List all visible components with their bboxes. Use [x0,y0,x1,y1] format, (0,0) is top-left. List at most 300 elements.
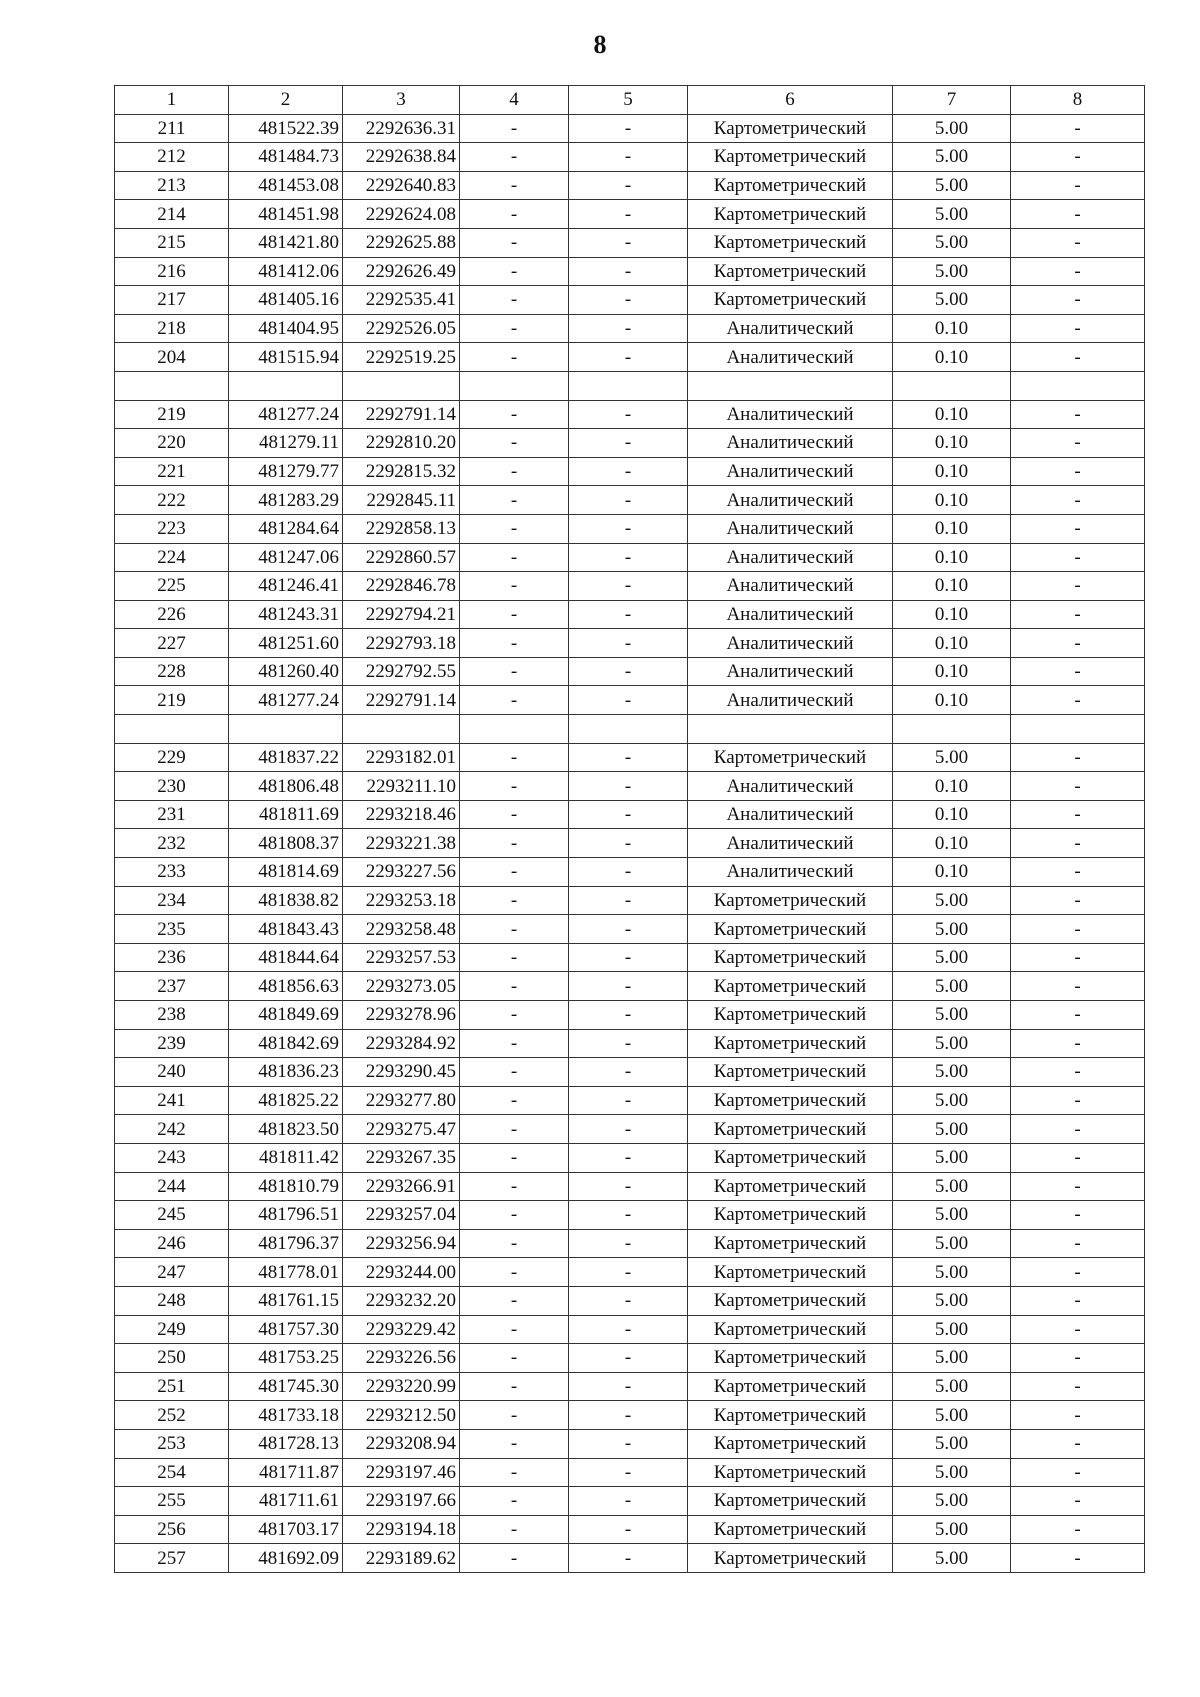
cell-col-4-value: - [460,1029,569,1058]
cell-col-4-value [460,371,569,400]
cell-y-coordinate: 2293257.04 [343,1201,460,1230]
cell-col-5-value: - [569,1487,688,1516]
table-row [115,657,1145,686]
cell-col-8-value: - [1011,629,1145,658]
table-row [115,286,1145,315]
cell-x-coordinate: 481405.16 [229,286,343,315]
cell-x-coordinate: 481453.08 [229,171,343,200]
cell-accuracy: 0.10 [893,572,1011,601]
cell-col-8-value: - [1011,228,1145,257]
cell-col-8-value: - [1011,171,1145,200]
cell-point-number: 228 [115,657,229,686]
cell-method: Картометрический [688,1458,893,1487]
cell-method: Картометрический [688,286,893,315]
table-row [115,257,1145,286]
cell-col-5-value: - [569,171,688,200]
cell-col-8-value: - [1011,1429,1145,1458]
cell-accuracy: 0.10 [893,858,1011,887]
cell-col-8-value: - [1011,858,1145,887]
cell-x-coordinate: 481844.64 [229,943,343,972]
cell-col-8-value: - [1011,1058,1145,1087]
cell-accuracy: 5.00 [893,1172,1011,1201]
cell-point-number: 253 [115,1429,229,1458]
cell-y-coordinate: 2292519.25 [343,343,460,372]
table-row [115,629,1145,658]
cell-col-8-value: - [1011,114,1145,143]
cell-point-number: 240 [115,1058,229,1087]
cell-col-5-value: - [569,943,688,972]
cell-y-coordinate: 2293182.01 [343,743,460,772]
cell-x-coordinate: 481246.41 [229,572,343,601]
table-row [115,343,1145,372]
cell-col-5-value: - [569,886,688,915]
cell-method: Картометрический [688,1001,893,1030]
cell-x-coordinate: 481745.30 [229,1372,343,1401]
cell-y-coordinate: 2292626.49 [343,257,460,286]
cell-method: Аналитический [688,600,893,629]
cell-accuracy: 0.10 [893,829,1011,858]
cell-accuracy: 5.00 [893,228,1011,257]
cell-col-8-value: - [1011,429,1145,458]
cell-accuracy: 5.00 [893,915,1011,944]
cell-y-coordinate: 2292791.14 [343,400,460,429]
cell-col-4-value: - [460,1315,569,1344]
coordinates-table [114,85,1145,1573]
cell-point-number: 252 [115,1401,229,1430]
cell-col-5-value: - [569,114,688,143]
table-row [115,1058,1145,1087]
table-row [115,143,1145,172]
table-row [115,943,1145,972]
cell-x-coordinate: 481251.60 [229,629,343,658]
cell-col-4-value: - [460,915,569,944]
cell-method: Аналитический [688,343,893,372]
cell-method: Картометрический [688,1115,893,1144]
cell-col-4-value: - [460,343,569,372]
cell-point-number: 218 [115,314,229,343]
cell-y-coordinate: 2293221.38 [343,829,460,858]
cell-x-coordinate: 481421.80 [229,228,343,257]
cell-col-4-value: - [460,1515,569,1544]
cell-method: Картометрический [688,1372,893,1401]
cell-point-number: 243 [115,1143,229,1172]
cell-col-4-value: - [460,600,569,629]
cell-accuracy: 0.10 [893,400,1011,429]
cell-col-5-value: - [569,1544,688,1573]
cell-col-4-value: - [460,629,569,658]
table-row [115,1115,1145,1144]
table-row [115,972,1145,1001]
cell-col-4-value: - [460,657,569,686]
cell-method: Картометрический [688,1515,893,1544]
cell-method: Картометрический [688,972,893,1001]
cell-y-coordinate: 2293266.91 [343,1172,460,1201]
table-row [115,228,1145,257]
cell-col-5-value: - [569,200,688,229]
cell-col-8-value: - [1011,1286,1145,1315]
cell-y-coordinate: 2292793.18 [343,629,460,658]
cell-y-coordinate: 2293226.56 [343,1344,460,1373]
cell-point-number: 234 [115,886,229,915]
cell-col-4-value: - [460,1086,569,1115]
cell-col-5-value: - [569,1344,688,1373]
table-row [115,171,1145,200]
cell-method: Картометрический [688,1315,893,1344]
cell-y-coordinate: 2292624.08 [343,200,460,229]
cell-x-coordinate [229,715,343,744]
cell-x-coordinate: 481522.39 [229,114,343,143]
cell-x-coordinate: 481484.73 [229,143,343,172]
cell-col-8-value: - [1011,886,1145,915]
cell-col-8-value: - [1011,600,1145,629]
table-row [115,858,1145,887]
cell-accuracy: 5.00 [893,1058,1011,1087]
cell-x-coordinate: 481842.69 [229,1029,343,1058]
cell-method [688,371,893,400]
cell-y-coordinate: 2292858.13 [343,514,460,543]
cell-col-8-value: - [1011,915,1145,944]
cell-accuracy: 5.00 [893,1458,1011,1487]
cell-col-5-value: - [569,1258,688,1287]
cell-col-4-value: - [460,200,569,229]
table-row [115,1544,1145,1573]
cell-point-number: 214 [115,200,229,229]
cell-method: Аналитический [688,400,893,429]
cell-point-number: 223 [115,514,229,543]
cell-point-number: 236 [115,943,229,972]
cell-x-coordinate: 481277.24 [229,400,343,429]
cell-x-coordinate [229,371,343,400]
cell-y-coordinate: 2293273.05 [343,972,460,1001]
header-col-8: 8 [1011,86,1145,115]
cell-accuracy: 5.00 [893,1115,1011,1144]
header-col-5: 5 [569,86,688,115]
cell-col-5-value: - [569,572,688,601]
cell-method: Аналитический [688,772,893,801]
table-row [115,1429,1145,1458]
cell-x-coordinate: 481711.87 [229,1458,343,1487]
table-row [115,715,1145,744]
cell-x-coordinate: 481814.69 [229,858,343,887]
cell-col-4-value: - [460,686,569,715]
cell-col-4-value: - [460,1544,569,1573]
cell-y-coordinate: 2292815.32 [343,457,460,486]
cell-col-5-value: - [569,286,688,315]
cell-col-8-value: - [1011,1487,1145,1516]
cell-col-5-value: - [569,1372,688,1401]
cell-col-5-value: - [569,314,688,343]
cell-col-4-value: - [460,1429,569,1458]
cell-col-5-value: - [569,915,688,944]
cell-x-coordinate: 481733.18 [229,1401,343,1430]
table-row [115,1172,1145,1201]
cell-method: Аналитический [688,314,893,343]
cell-col-8-value: - [1011,286,1145,315]
cell-col-4-value: - [460,314,569,343]
cell-col-4-value: - [460,400,569,429]
cell-y-coordinate: 2293194.18 [343,1515,460,1544]
cell-method: Картометрический [688,1286,893,1315]
cell-point-number: 222 [115,486,229,515]
cell-y-coordinate: 2292526.05 [343,314,460,343]
cell-col-5-value: - [569,1229,688,1258]
cell-x-coordinate: 481515.94 [229,343,343,372]
cell-col-4-value: - [460,1344,569,1373]
cell-col-5-value: - [569,800,688,829]
table-row [115,1401,1145,1430]
cell-point-number: 256 [115,1515,229,1544]
cell-accuracy: 5.00 [893,1143,1011,1172]
cell-col-5-value: - [569,1401,688,1430]
cell-method: Картометрический [688,171,893,200]
cell-accuracy: 5.00 [893,1344,1011,1373]
cell-y-coordinate: 2293229.42 [343,1315,460,1344]
cell-col-8-value: - [1011,1115,1145,1144]
cell-col-8-value: - [1011,1086,1145,1115]
table-row [115,915,1145,944]
cell-method: Картометрический [688,114,893,143]
cell-col-5-value: - [569,1029,688,1058]
table-row [115,772,1145,801]
cell-point-number: 221 [115,457,229,486]
cell-y-coordinate: 2293278.96 [343,1001,460,1030]
cell-x-coordinate: 481279.11 [229,429,343,458]
cell-method: Картометрический [688,228,893,257]
cell-point-number: 245 [115,1201,229,1230]
cell-point-number: 249 [115,1315,229,1344]
cell-accuracy: 0.10 [893,429,1011,458]
cell-y-coordinate: 2293197.66 [343,1487,460,1516]
cell-col-5-value: - [569,1286,688,1315]
cell-x-coordinate: 481451.98 [229,200,343,229]
cell-col-4-value: - [460,257,569,286]
cell-accuracy: 5.00 [893,1372,1011,1401]
cell-method: Аналитический [688,686,893,715]
cell-accuracy: 5.00 [893,886,1011,915]
cell-col-4-value: - [460,543,569,572]
table-row [115,543,1145,572]
cell-col-5-value [569,715,688,744]
cell-point-number: 248 [115,1286,229,1315]
cell-col-8-value [1011,715,1145,744]
cell-col-8-value: - [1011,800,1145,829]
cell-col-8-value: - [1011,143,1145,172]
cell-y-coordinate: 2292792.55 [343,657,460,686]
cell-method: Аналитический [688,800,893,829]
cell-point-number: 227 [115,629,229,658]
cell-method: Аналитический [688,543,893,572]
cell-x-coordinate: 481279.77 [229,457,343,486]
cell-y-coordinate [343,715,460,744]
cell-col-8-value: - [1011,1372,1145,1401]
cell-accuracy: 5.00 [893,1029,1011,1058]
cell-col-4-value: - [460,1001,569,1030]
table-row [115,1487,1145,1516]
cell-point-number: 229 [115,743,229,772]
cell-x-coordinate: 481836.23 [229,1058,343,1087]
cell-y-coordinate: 2293277.80 [343,1086,460,1115]
cell-col-5-value: - [569,858,688,887]
cell-method: Аналитический [688,429,893,458]
cell-y-coordinate: 2293220.99 [343,1372,460,1401]
cell-col-5-value: - [569,400,688,429]
cell-x-coordinate: 481796.51 [229,1201,343,1230]
table-row [115,429,1145,458]
cell-y-coordinate: 2293284.92 [343,1029,460,1058]
cell-accuracy: 0.10 [893,486,1011,515]
cell-y-coordinate: 2293232.20 [343,1286,460,1315]
cell-point-number: 242 [115,1115,229,1144]
cell-col-8-value: - [1011,486,1145,515]
cell-col-8-value: - [1011,1544,1145,1573]
cell-point-number: 239 [115,1029,229,1058]
cell-point-number: 213 [115,171,229,200]
cell-col-5-value: - [569,1058,688,1087]
cell-col-8-value: - [1011,1229,1145,1258]
table-row [115,1229,1145,1258]
cell-col-8-value: - [1011,200,1145,229]
table-row [115,829,1145,858]
table-row [115,886,1145,915]
cell-x-coordinate: 481260.40 [229,657,343,686]
cell-col-8-value: - [1011,1201,1145,1230]
cell-accuracy: 5.00 [893,1201,1011,1230]
cell-col-4-value: - [460,1458,569,1487]
cell-accuracy: 5.00 [893,1315,1011,1344]
cell-x-coordinate: 481838.82 [229,886,343,915]
cell-x-coordinate: 481825.22 [229,1086,343,1115]
cell-method: Аналитический [688,514,893,543]
cell-col-5-value: - [569,1115,688,1144]
table-row [115,1315,1145,1344]
cell-col-5-value: - [569,228,688,257]
cell-accuracy: 5.00 [893,972,1011,1001]
cell-x-coordinate: 481692.09 [229,1544,343,1573]
table-row [115,486,1145,515]
cell-method: Картометрический [688,1258,893,1287]
cell-col-4-value: - [460,1172,569,1201]
cell-method: Картометрический [688,1029,893,1058]
cell-method: Аналитический [688,457,893,486]
cell-col-5-value: - [569,486,688,515]
cell-col-5-value: - [569,514,688,543]
table-row [115,514,1145,543]
cell-accuracy: 5.00 [893,257,1011,286]
cell-method [688,715,893,744]
cell-x-coordinate: 481806.48 [229,772,343,801]
cell-col-5-value: - [569,772,688,801]
cell-point-number: 233 [115,858,229,887]
cell-method: Картометрический [688,200,893,229]
cell-accuracy: 0.10 [893,686,1011,715]
cell-col-8-value: - [1011,572,1145,601]
cell-x-coordinate: 481757.30 [229,1315,343,1344]
header-col-1: 1 [115,86,229,115]
cell-y-coordinate: 2293257.53 [343,943,460,972]
table-row [115,1286,1145,1315]
cell-x-coordinate: 481247.06 [229,543,343,572]
cell-accuracy: 5.00 [893,143,1011,172]
cell-method: Аналитический [688,486,893,515]
table-row [115,600,1145,629]
cell-y-coordinate: 2293197.46 [343,1458,460,1487]
cell-col-8-value: - [1011,943,1145,972]
cell-col-8-value: - [1011,543,1145,572]
cell-point-number: 219 [115,686,229,715]
cell-accuracy: 5.00 [893,200,1011,229]
table-row [115,1086,1145,1115]
cell-col-4-value: - [460,1286,569,1315]
cell-point-number: 212 [115,143,229,172]
cell-accuracy: 0.10 [893,657,1011,686]
cell-method: Картометрический [688,1344,893,1373]
cell-accuracy: 5.00 [893,114,1011,143]
cell-col-8-value: - [1011,400,1145,429]
table-row [115,400,1145,429]
cell-col-5-value: - [569,600,688,629]
cell-x-coordinate: 481811.42 [229,1143,343,1172]
cell-accuracy: 0.10 [893,543,1011,572]
cell-accuracy: 0.10 [893,772,1011,801]
cell-point-number: 220 [115,429,229,458]
cell-accuracy [893,371,1011,400]
cell-point-number: 251 [115,1372,229,1401]
cell-col-4-value: - [460,886,569,915]
cell-y-coordinate: 2292791.14 [343,686,460,715]
cell-method: Картометрический [688,1229,893,1258]
cell-x-coordinate: 481711.61 [229,1487,343,1516]
cell-point-number: 257 [115,1544,229,1573]
cell-col-8-value [1011,371,1145,400]
cell-y-coordinate: 2293253.18 [343,886,460,915]
cell-method: Картометрический [688,1544,893,1573]
cell-col-4-value: - [460,1115,569,1144]
cell-col-4-value: - [460,286,569,315]
cell-col-4-value: - [460,429,569,458]
cell-col-5-value: - [569,143,688,172]
table-row [115,371,1145,400]
cell-col-4-value: - [460,572,569,601]
table-row [115,743,1145,772]
table-body [115,114,1145,1572]
cell-accuracy: 0.10 [893,343,1011,372]
cell-x-coordinate: 481243.31 [229,600,343,629]
cell-col-8-value: - [1011,1001,1145,1030]
header-col-3: 3 [343,86,460,115]
cell-y-coordinate [343,371,460,400]
cell-col-5-value: - [569,1001,688,1030]
cell-method: Картометрический [688,943,893,972]
cell-y-coordinate: 2292625.88 [343,228,460,257]
table-row [115,686,1145,715]
cell-col-5-value: - [569,1458,688,1487]
cell-x-coordinate: 481843.43 [229,915,343,944]
cell-col-4-value: - [460,228,569,257]
cell-method: Картометрический [688,143,893,172]
cell-col-5-value: - [569,1172,688,1201]
cell-col-5-value: - [569,257,688,286]
cell-point-number: 216 [115,257,229,286]
cell-x-coordinate: 481810.79 [229,1172,343,1201]
cell-accuracy: 5.00 [893,1515,1011,1544]
cell-col-4-value: - [460,1058,569,1087]
cell-x-coordinate: 481284.64 [229,514,343,543]
table-header-row [115,86,1145,115]
cell-accuracy: 0.10 [893,514,1011,543]
page-number: 8 [593,30,607,59]
cell-col-5-value: - [569,829,688,858]
cell-point-number: 232 [115,829,229,858]
